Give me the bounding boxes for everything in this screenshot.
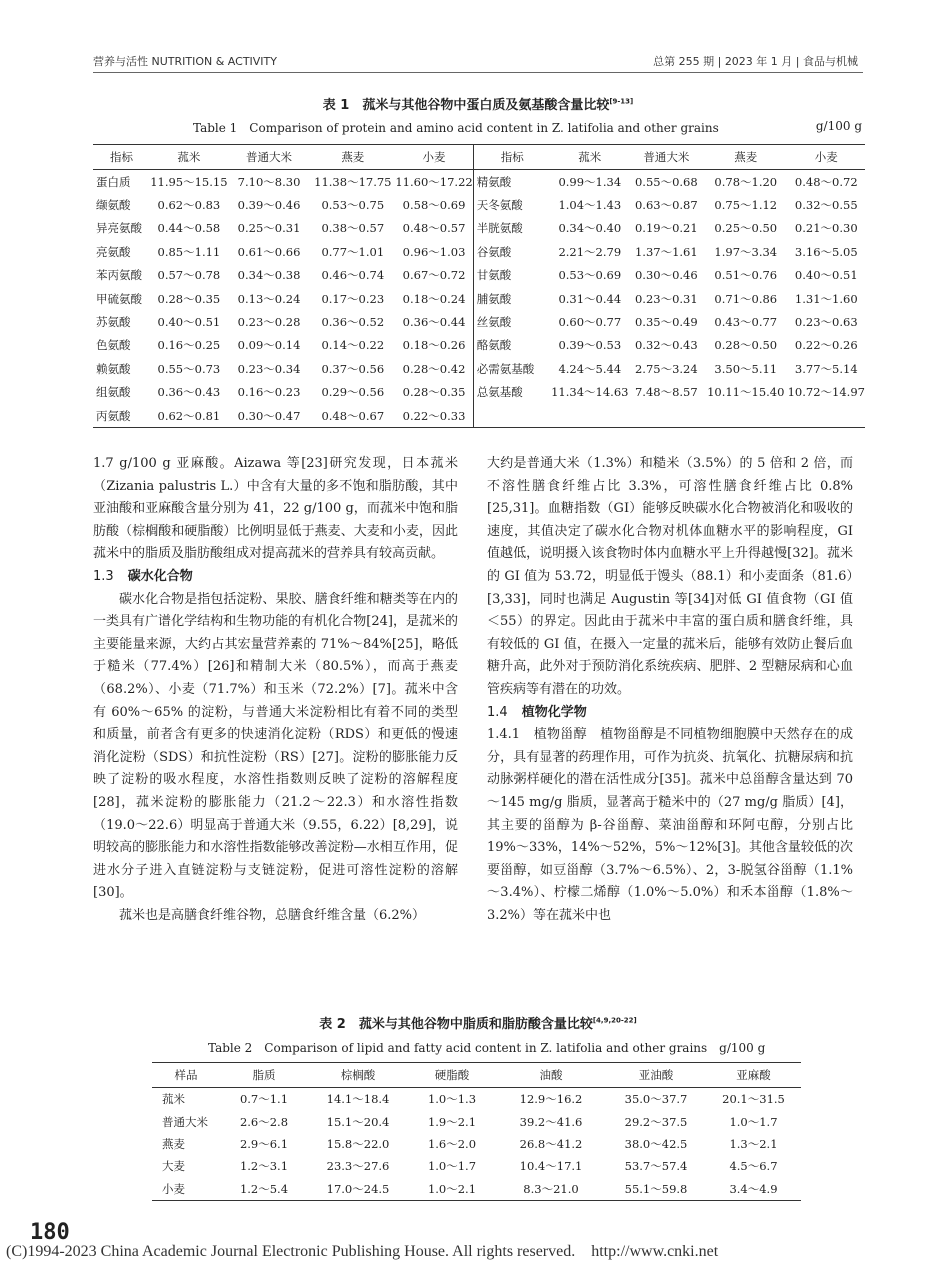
table1-cell: 1.37～1.61	[634, 244, 698, 259]
table1-row	[93, 170, 865, 194]
table1-cell: 0.23～0.31	[634, 291, 698, 306]
table1-cell: 赖氨酸	[96, 361, 131, 376]
table2-cell: 53.7～57.4	[624, 1159, 688, 1174]
left-para-2: 碳水化合物是指包括淀粉、果胶、膳食纤维和糖类等在内的一类具有广谱化学结构和生物功能的有机化合物[24]，是菰米的主要能量来源，大约占其宏量营养素的 71%～84%[25]，略低于糙米（77.4%）[26]和精制大米（80.5%），而高于燕麦（68.2%）、小麦（71.7%）和玉米（72.2%）[7]。菰米中含有 60%～65% 的淀粉，与普通大米淀粉相比有着不同的类型和质量，前者含有更多的快速消化淀粉（RDS）和更低的慢速消化淀粉（SDS）和抗性淀粉（RS）[27]。淀粉的膨胀能力反映了淀粉的吸水程度，水溶性指数则反映了淀粉的溶解程度[28]，菰米淀粉的膨胀能力（21.2～22.3）和水溶性指数（19.0～22.6）明显高于普通大米（9.55，6.22）[8,29]，说明较高的膨胀能力和水溶性指数能够改善淀粉—水相互作用，促进水分子进入直链淀粉与支链淀粉，促进可溶性淀粉的溶解[30]。	[93, 591, 458, 901]
table1-cell: 0.22～0.33	[395, 404, 473, 428]
table1-cell: 0.48～0.67	[310, 404, 395, 428]
table2-cell: 1.0～1.7	[729, 1114, 778, 1129]
table1-cell: 蛋白质	[96, 174, 131, 189]
table1-cell: 0.32～0.43	[634, 338, 698, 353]
table2-header-row	[152, 1063, 801, 1088]
table1-cell: 1.97～3.34	[714, 244, 778, 259]
table1-row	[93, 357, 865, 380]
table1-cell: 0.99～1.34	[558, 174, 622, 189]
table2	[152, 1062, 801, 1201]
table1-cell: 0.16～0.23	[237, 385, 301, 400]
table1-cell: 11.60～17.22	[395, 174, 473, 189]
table1-cell: 11.95～15.15	[150, 174, 228, 189]
table1-cell: 0.78～1.20	[714, 174, 778, 189]
table1-cell: 0.31～0.44	[558, 291, 622, 306]
table1-cell: 0.61～0.66	[237, 244, 301, 259]
table2-cell: 39.2～41.6	[519, 1114, 583, 1129]
table2-row	[152, 1155, 801, 1177]
table1-cell: 2.75～3.24	[634, 361, 698, 376]
table1-row	[93, 381, 865, 404]
table2-cell: 38.0～42.5	[624, 1136, 688, 1151]
table2-header-cell: 油酸	[496, 1063, 606, 1088]
table2-cell: 燕麦	[162, 1136, 185, 1151]
table1-header-cell: 燕麦	[310, 145, 395, 170]
table2-cell: 3.4～4.9	[706, 1178, 801, 1201]
table1-cell: 2.21～2.79	[558, 244, 622, 259]
table1-cell: 0.40～0.51	[794, 268, 858, 283]
table1-cell: 0.60～0.77	[558, 315, 622, 330]
table1-cell: 0.36～0.43	[157, 385, 221, 400]
table2-cell: 1.2～5.4	[220, 1178, 308, 1201]
table1-cell: 色氨酸	[96, 338, 131, 353]
table1-cell: 0.40～0.51	[157, 315, 221, 330]
table1-cell: 0.85～1.11	[157, 244, 221, 259]
table1-cell: 精氨酸	[473, 170, 551, 194]
table2-cell: 15.1～20.4	[326, 1114, 390, 1129]
table1-cell: 0.25～0.31	[237, 221, 301, 236]
table2-cell: 12.9～16.2	[519, 1092, 583, 1107]
table1-cell: 0.48～0.57	[402, 221, 466, 236]
table1-cell	[629, 404, 704, 428]
table1-cell: 丝氨酸	[473, 310, 551, 333]
table2-cell: 1.0～1.3	[427, 1092, 477, 1107]
table1-cell: 甲硫氨酸	[96, 291, 142, 306]
table1-header-row	[93, 145, 865, 170]
table1-cell: 0.28～0.35	[157, 291, 221, 306]
table1-cell: 0.28～0.42	[402, 361, 466, 376]
table1-cell: 11.34～14.63	[551, 385, 629, 400]
table1-cell: 10.72～14.97	[787, 385, 865, 400]
table1-cell: 0.23～0.34	[237, 361, 301, 376]
table1-cell: 亮氨酸	[96, 244, 131, 259]
table1-cell: 谷氨酸	[473, 240, 551, 263]
table2-cell: 55.1～59.8	[606, 1178, 706, 1201]
table1-cell: 0.43～0.77	[714, 315, 778, 330]
running-header-left: 营养与活性 NUTRITION & ACTIVITY	[93, 55, 277, 68]
table2-cell: 大麦	[162, 1159, 185, 1174]
table1-cell: 0.34～0.38	[237, 268, 301, 283]
table1-cell: 0.39～0.53	[558, 338, 622, 353]
table1-cell: 0.71～0.86	[714, 291, 778, 306]
table2-caption-cn: 表 2 菰米与其他谷物中脂质和脂肪酸含量比较[4,9,20-22]	[319, 1016, 637, 1032]
table1-cell: 0.25～0.50	[714, 221, 778, 236]
table1-row	[93, 264, 865, 287]
table1-cell: 0.38～0.57	[321, 221, 385, 236]
table1-header-cell: 菰米	[150, 145, 228, 170]
table1-cell: 0.55～0.73	[157, 361, 221, 376]
table2-cell: 2.9～6.1	[239, 1136, 289, 1151]
table2-header-cell: 亚麻酸	[706, 1063, 801, 1088]
table1-cell: 组氨酸	[96, 385, 131, 400]
copyright-footer: (C)1994-2023 China Academic Journal Electronic Publishing House. All rights reserved. http://www.cnki.net	[6, 1243, 719, 1260]
table2-row	[152, 1088, 801, 1111]
table1-cell: 0.30～0.47	[228, 404, 311, 428]
table1-cell: 0.30～0.46	[634, 268, 698, 283]
right-column	[487, 453, 853, 927]
table1-cell: 0.19～0.21	[634, 221, 698, 236]
table1-cell: 3.16～5.05	[794, 244, 858, 259]
table2-cell: 20.1～31.5	[722, 1092, 785, 1107]
table1-cell: 10.11～15.40	[707, 385, 785, 400]
table1-header-cell: 菰米	[551, 145, 629, 170]
table2-header-cell: 硬脂酸	[408, 1063, 496, 1088]
table2-row	[152, 1178, 801, 1201]
table2-cell: 1.6～2.0	[427, 1136, 477, 1151]
table1-cell: 3.50～5.11	[714, 361, 778, 376]
table1-cell: 0.67～0.72	[402, 268, 466, 283]
table1-header-cell: 指标	[473, 145, 551, 170]
section-1-3-heading: 1.3 碳水化合物	[93, 568, 193, 584]
table2-cell: 1.9～2.1	[427, 1114, 477, 1129]
table1-cell: 0.53～0.69	[558, 268, 622, 283]
table1-cell: 必需氨基酸	[473, 357, 551, 380]
table1-cell: 缬氨酸	[96, 198, 131, 213]
table1-header-cell: 指标	[93, 145, 150, 170]
table2-cell: 1.3～2.1	[729, 1136, 778, 1151]
right-para-2: 1.4.1 植物甾醇 植物甾醇是不同植物细胞膜中天然存在的成分，具有显著的药理作用，可作为抗炎、抗氧化、抗糖尿病和抗动脉粥样硬化的潜在活性成分[35]。菰米中总甾醇含量达到 70～145 mg/g 脂质，显著高于糙米中的（27 mg/g 脂质）[4]，其主要的甾醇为 β-谷甾醇、菜油甾醇和环阿屯醇，分别占比 19%～33%，14%～52%，5%～12%[3]。其他含量较低的次要甾醇，如豆甾醇（3.7%～6.5%）、2，3-脱氢谷甾醇（1.1%～3.4%）、柠檬二烯醇（1.0%～5.0%）和禾本甾醇（1.8%～3.2%）等在菰米中也	[487, 727, 853, 923]
table2-header-cell: 样品	[152, 1063, 220, 1088]
table1-cell: 0.18～0.24	[402, 291, 466, 306]
table1-cell: 0.44～0.58	[157, 221, 221, 236]
table1-row	[93, 217, 865, 240]
table1-cell: 4.24～5.44	[558, 361, 622, 376]
table1-unit: g/100 g	[815, 119, 862, 133]
table1-cell: 0.36～0.44	[402, 315, 466, 330]
table1-header-cell: 小麦	[395, 145, 473, 170]
table2-cell: 普通大米	[162, 1114, 208, 1129]
table2-cell: 23.3～27.6	[326, 1159, 390, 1174]
table1-row	[93, 193, 865, 216]
table2-cell: 1.0～1.7	[427, 1159, 477, 1174]
table1-cell: 0.36～0.52	[321, 315, 385, 330]
table1-cell: 0.35～0.49	[634, 315, 698, 330]
table2-cell: 2.6～2.8	[239, 1114, 289, 1129]
table1-cell: 0.09～0.14	[237, 338, 301, 353]
table1-row	[93, 334, 865, 357]
table1-cell: 苯丙氨酸	[96, 268, 142, 283]
table2-caption-en: Table 2 Comparison of lipid and fatty acid content in Z. latifolia and other grains g/100 g	[208, 1041, 766, 1055]
table1-cell: 0.14～0.22	[321, 338, 385, 353]
table1-cell: 0.32～0.55	[794, 198, 858, 213]
table1-cell: 丙氨酸	[93, 404, 150, 428]
table1-body	[93, 170, 865, 428]
table1-cell: 异亮氨酸	[96, 221, 142, 236]
table1-cell: 0.48～0.72	[794, 174, 858, 189]
table1-cell: 0.96～1.03	[402, 244, 466, 259]
table1-cell: 7.48～8.57	[634, 385, 698, 400]
table1-cell: 7.10～8.30	[237, 174, 301, 189]
table1-caption-en: Table 1 Comparison of protein and amino acid content in Z. latifolia and other grains	[193, 121, 719, 135]
table2-body	[152, 1088, 801, 1201]
table1-cell: 0.37～0.56	[321, 361, 385, 376]
left-para-1: 1.7 g/100 g 亚麻酸。Aizawa 等[23]研究发现，日本菰米（Zizania palustris L.）中含有大量的多不饱和脂肪酸，其中亚油酸和亚麻酸含量分别为 41，22 g/100 g，而菰米中饱和脂肪酸（棕榈酸和硬脂酸）比例明显低于燕麦、大麦和小麦，因此菰米中的脂质及脂肪酸组成对提高菰米的营养具有较高贡献。	[93, 456, 458, 562]
table1-cell: 脯氨酸	[473, 287, 551, 310]
table2-cell: 29.2～37.5	[624, 1114, 688, 1129]
table1-cell: 0.55～0.68	[634, 174, 698, 189]
table1-cell: 0.63～0.87	[634, 198, 698, 213]
table1-cell: 0.57～0.78	[157, 268, 221, 283]
table2-cell: 8.3～21.0	[496, 1178, 606, 1201]
table1-row	[93, 287, 865, 310]
table2-cell: 10.4～17.1	[519, 1159, 583, 1174]
table1-cell: 0.53～0.75	[321, 198, 385, 213]
table1-cell: 0.46～0.74	[321, 268, 385, 283]
table1-caption-cn: 表 1 菰米与其他谷物中蛋白质及氨基酸含量比较[9-13]	[322, 97, 634, 113]
table1-cell: 0.13～0.24	[237, 291, 301, 306]
table2-row	[152, 1110, 801, 1132]
table1-cell: 0.62～0.83	[157, 198, 221, 213]
table1-cell: 总氨基酸	[473, 381, 551, 404]
table1-cell	[704, 404, 788, 428]
table1-cell: 0.51～0.76	[714, 268, 778, 283]
table1-cell: 0.62～0.81	[150, 404, 228, 428]
table2-cell: 14.1～18.4	[326, 1092, 390, 1107]
table1-cell: 苏氨酸	[96, 315, 131, 330]
table1-cell: 0.77～1.01	[321, 244, 385, 259]
table1-cell: 0.39～0.46	[237, 198, 301, 213]
running-header-right: 总第 255 期 | 2023 年 1 月 | 食品与机械	[653, 55, 858, 68]
table1-header-cell: 普通大米	[228, 145, 311, 170]
table1-cell: 甘氨酸	[473, 264, 551, 287]
table1-cell: 1.31～1.60	[794, 291, 858, 306]
table2-cell: 菰米	[162, 1092, 185, 1107]
table2-cell: 35.0～37.7	[624, 1092, 688, 1107]
page-number: 180	[30, 1220, 70, 1245]
left-column	[93, 453, 458, 927]
table1-cell: 0.23～0.28	[237, 315, 301, 330]
table1	[93, 144, 865, 428]
table1-cell: 0.21～0.30	[794, 221, 858, 236]
table1-cell: 0.75～1.12	[714, 198, 778, 213]
table2-cell: 小麦	[152, 1178, 220, 1201]
table2-header-cell: 棕榈酸	[308, 1063, 408, 1088]
table1-cell: 半胱氨酸	[473, 217, 551, 240]
table2-cell: 15.8～22.0	[326, 1136, 390, 1151]
table1-cell: 0.34～0.40	[558, 221, 622, 236]
table2-cell: 17.0～24.5	[308, 1178, 408, 1201]
table2-cell: 0.7～1.1	[239, 1092, 289, 1107]
table1-cell: 0.23～0.63	[794, 315, 858, 330]
table1-row	[93, 404, 865, 428]
table1-cell: 3.77～5.14	[794, 361, 858, 376]
table1-cell: 0.22～0.26	[794, 338, 858, 353]
table1-cell: 0.58～0.69	[402, 198, 466, 213]
table1-cell: 0.17～0.23	[321, 291, 385, 306]
section-1-4-heading: 1.4 植物化学物	[487, 704, 587, 720]
table1-cell: 0.18～0.26	[402, 338, 466, 353]
table1-cell: 0.28～0.35	[402, 385, 466, 400]
table2-row	[152, 1133, 801, 1155]
table1-cell	[473, 404, 551, 428]
table1-cell: 天冬氨酸	[473, 193, 551, 216]
table1-cell	[551, 404, 629, 428]
table1-cell: 0.29～0.56	[321, 385, 385, 400]
table2-header-cell: 亚油酸	[606, 1063, 706, 1088]
table1-cell: 0.16～0.25	[157, 338, 221, 353]
table1-row	[93, 240, 865, 263]
table1-cell: 1.04～1.43	[558, 198, 622, 213]
table2-cell: 1.2～3.1	[239, 1159, 289, 1174]
table1-cell: 酪氨酸	[473, 334, 551, 357]
header-rule	[93, 72, 863, 73]
table2-cell: 1.0～2.1	[408, 1178, 496, 1201]
right-para-1: 大约是普通大米（1.3%）和糙米（3.5%）的 5 倍和 2 倍，而不溶性膳食纤维占比 3.3%，可溶性膳食纤维占比 0.8%[25,31]。血糖指数（GI）能够反映碳水化合物被消化和吸收的速度，其值决定了碳水化合物对机体血糖水平的影响程度，GI 值越低，说明摄入该食物时体内血糖水平上升得越慢[32]。菰米的 GI 值为 53.72，明显低于馒头（88.1）和小麦面条（81.6）[3,33]，同时也满足 Augustin 等[34]对低 GI 值食物（GI 值＜55）的界定。因此由于菰米中丰富的蛋白质和膳食纤维，具有较低的 GI 值，在摄入一定量的菰米后，能够有效防止餐后血糖升高，此外对于预防消化系统疾病、肥胖、2 型糖尿病和心血管疾病等有潜在的功效。	[487, 456, 853, 697]
table1-cell: 11.38～17.75	[314, 174, 392, 189]
table1-header-cell: 燕麦	[704, 145, 788, 170]
table1-cell	[788, 404, 865, 428]
table1-header-cell: 普通大米	[629, 145, 704, 170]
table2-header-cell: 脂质	[220, 1063, 308, 1088]
left-para-3: 菰米也是高膳食纤维谷物，总膳食纤维含量（6.2%）	[119, 907, 426, 923]
table2-cell: 4.5～6.7	[729, 1159, 778, 1174]
table1-row	[93, 310, 865, 333]
table1-cell: 0.28～0.50	[714, 338, 778, 353]
table2-cell: 26.8～41.2	[519, 1136, 583, 1151]
table1-header-cell: 小麦	[788, 145, 865, 170]
